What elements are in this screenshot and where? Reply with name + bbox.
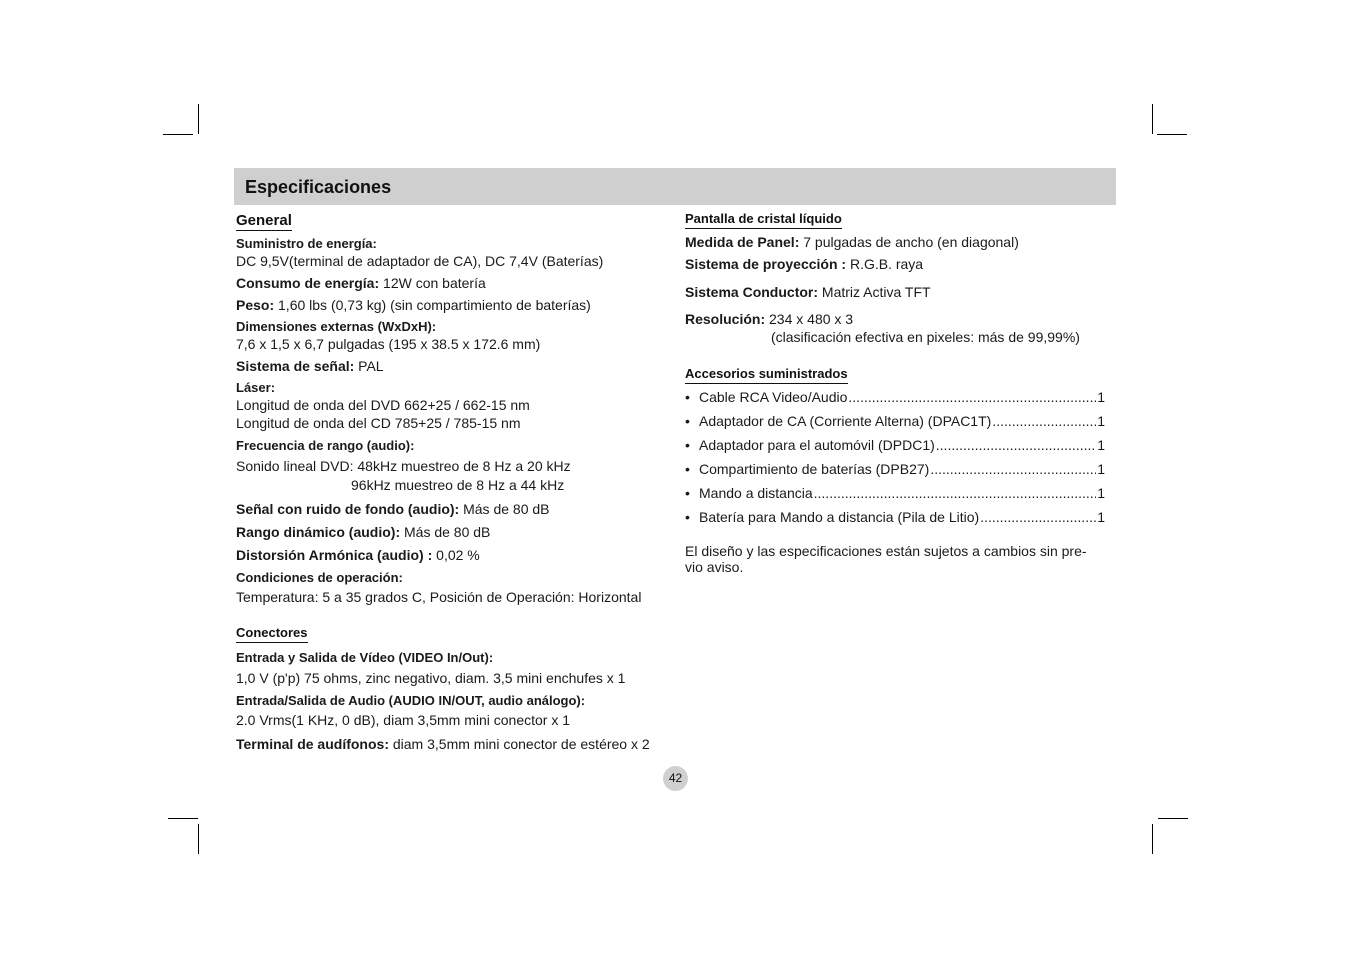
bullet: •	[685, 412, 690, 429]
thd-value: 0,02 %	[436, 547, 480, 564]
op-label: Condiciones de operación:	[236, 570, 403, 586]
laser-cd: Longitud de onda del CD 785+25 / 785-15 nm	[236, 415, 521, 432]
laser-dvd: Longitud de onda del DVD 662+25 / 662-15 nm	[236, 397, 530, 414]
op-value: Temperatura: 5 a 35 grados C, Posición de Operación: Horizontal	[236, 589, 642, 606]
accessory-name: Adaptador de CA (Corriente Alterna) (DPAC1T)	[699, 412, 992, 429]
accessory-name: Mando a distancia	[699, 484, 813, 501]
header-bar	[234, 168, 1116, 205]
dyn-label: Rango dinámico (audio):	[236, 524, 401, 541]
dyn-value: Más de 80 dB	[404, 524, 491, 541]
accessory-qty: 1	[1097, 484, 1105, 501]
leader-dots	[936, 436, 1096, 454]
video-label: Entrada y Salida de Vídeo (VIDEO In/Out):	[236, 650, 494, 666]
weight-row	[236, 296, 676, 314]
dims-label: Dimensiones externas (WxDxH):	[236, 319, 437, 335]
crop-mark	[168, 818, 198, 819]
freq-line-2: 96kHz muestreo de 8 Hz a 44 kHz	[351, 477, 565, 494]
notice-line-1: El diseño y las especificaciones están sujetos a cambios sin pre-	[685, 542, 1087, 559]
signal-row	[236, 357, 676, 375]
crop-mark	[198, 104, 199, 134]
accessory-name: Adaptador para el automóvil (DPDC1)	[699, 436, 935, 453]
projection-value: R.G.B. raya	[849, 255, 924, 272]
list-item	[685, 460, 1105, 478]
list-item	[685, 388, 1105, 406]
section-title-lcd: Pantalla de cristal líquido	[685, 212, 842, 229]
headphones-label: Terminal de audífonos:	[236, 736, 389, 753]
accessory-qty: 1	[1097, 436, 1105, 453]
accessory-name: Compartimiento de baterías (DPB27)	[699, 460, 930, 477]
section-title-connectors: Conectores	[236, 626, 308, 643]
snr-value: Más de 80 dB	[463, 501, 550, 518]
consumption-label: Consumo de energía:	[236, 275, 380, 292]
consumption-value: 12W con batería	[383, 275, 486, 292]
thd-row	[236, 546, 676, 564]
bullet: •	[685, 484, 690, 501]
left-column	[236, 210, 676, 753]
bullet: •	[685, 460, 690, 477]
audio-label: Entrada/Salida de Audio (AUDIO IN/OUT, audio análogo):	[236, 693, 586, 709]
resolution-value: 234 x 480 x 3	[769, 310, 854, 327]
list-item	[685, 412, 1105, 430]
weight-label: Peso:	[236, 297, 275, 314]
resolution-row	[685, 310, 1105, 328]
snr-row	[236, 500, 676, 518]
driver-row	[685, 283, 1105, 301]
page-title: Especificaciones	[245, 177, 392, 197]
supply-value: DC 9,5V(terminal de adaptador de CA), DC 7,4V (Baterías)	[236, 253, 604, 270]
bullet: •	[685, 508, 690, 525]
section-title-accessories: Accesorios suministrados	[685, 367, 848, 384]
accessory-name: Cable RCA Video/Audio	[699, 388, 848, 405]
signal-label: Sistema de señal:	[236, 358, 355, 375]
accessory-qty: 1	[1097, 508, 1105, 525]
accessory-qty: 1	[1097, 412, 1105, 429]
crop-mark	[1158, 818, 1188, 819]
leader-dots	[980, 508, 1096, 526]
crop-mark	[1157, 134, 1187, 135]
accessories-list	[685, 388, 1105, 526]
crop-mark	[1152, 104, 1153, 134]
video-value: 1,0 V (p'p) 75 ohms, zinc negativo, diam. 3,5 mini enchufes x 1	[236, 670, 626, 687]
list-item	[685, 508, 1105, 526]
crop-mark	[198, 824, 199, 854]
freq-line-1: Sonido lineal DVD: 48kHz muestreo de 8 Hz a 20 kHz	[236, 458, 571, 475]
resolution-label: Resolución:	[685, 310, 766, 327]
freq-label: Frecuencia de rango (audio):	[236, 438, 415, 454]
crop-mark	[1152, 824, 1153, 854]
panel-row	[685, 233, 1105, 251]
laser-label: Láser:	[236, 380, 276, 396]
page-number: 42	[663, 766, 688, 791]
list-item	[685, 484, 1105, 502]
resolution-note: (clasificación efectiva en pixeles: más de 99,99%)	[771, 328, 1080, 345]
panel-value: 7 pulgadas de ancho (en diagonal)	[803, 233, 1019, 250]
accessory-qty: 1	[1097, 388, 1105, 405]
snr-label: Señal con ruido de fondo (audio):	[236, 501, 460, 518]
crop-mark	[163, 134, 193, 135]
accessory-name: Batería para Mando a distancia (Pila de Litio)	[699, 508, 980, 525]
panel-label: Medida de Panel:	[685, 233, 800, 250]
leader-dots	[814, 484, 1097, 502]
projection-row	[685, 255, 1105, 273]
bullet: •	[685, 436, 690, 453]
weight-value: 1,60 lbs (0,73 kg) (sin compartimiento de baterías)	[278, 297, 591, 314]
dims-value: 7,6 x 1,5 x 6,7 pulgadas (195 x 38.5 x 172.6 mm)	[236, 336, 541, 353]
driver-value: Matriz Activa TFT	[821, 283, 931, 300]
accessory-qty: 1	[1097, 460, 1105, 477]
thd-label: Distorsión Armónica (audio) :	[236, 547, 433, 564]
signal-value: PAL	[358, 358, 384, 375]
bullet: •	[685, 388, 690, 405]
dyn-row	[236, 523, 676, 541]
leader-dots	[848, 388, 1096, 406]
audio-value: 2.0 Vrms(1 KHz, 0 dB), diam 3,5mm mini conector x 1	[236, 712, 571, 729]
right-column	[685, 210, 1105, 575]
supply-label: Suministro de energía:	[236, 236, 377, 252]
projection-label: Sistema de proyección :	[685, 255, 847, 272]
headphones-row	[236, 735, 676, 753]
driver-label: Sistema Conductor:	[685, 283, 819, 300]
leader-dots	[992, 412, 1096, 430]
leader-dots	[930, 460, 1096, 478]
headphones-value: diam 3,5mm mini conector de estéreo x 2	[392, 736, 650, 753]
list-item	[685, 436, 1105, 454]
consumption-row	[236, 274, 676, 292]
notice-line-2: vio aviso.	[685, 558, 744, 575]
section-title-general: General	[236, 212, 292, 231]
